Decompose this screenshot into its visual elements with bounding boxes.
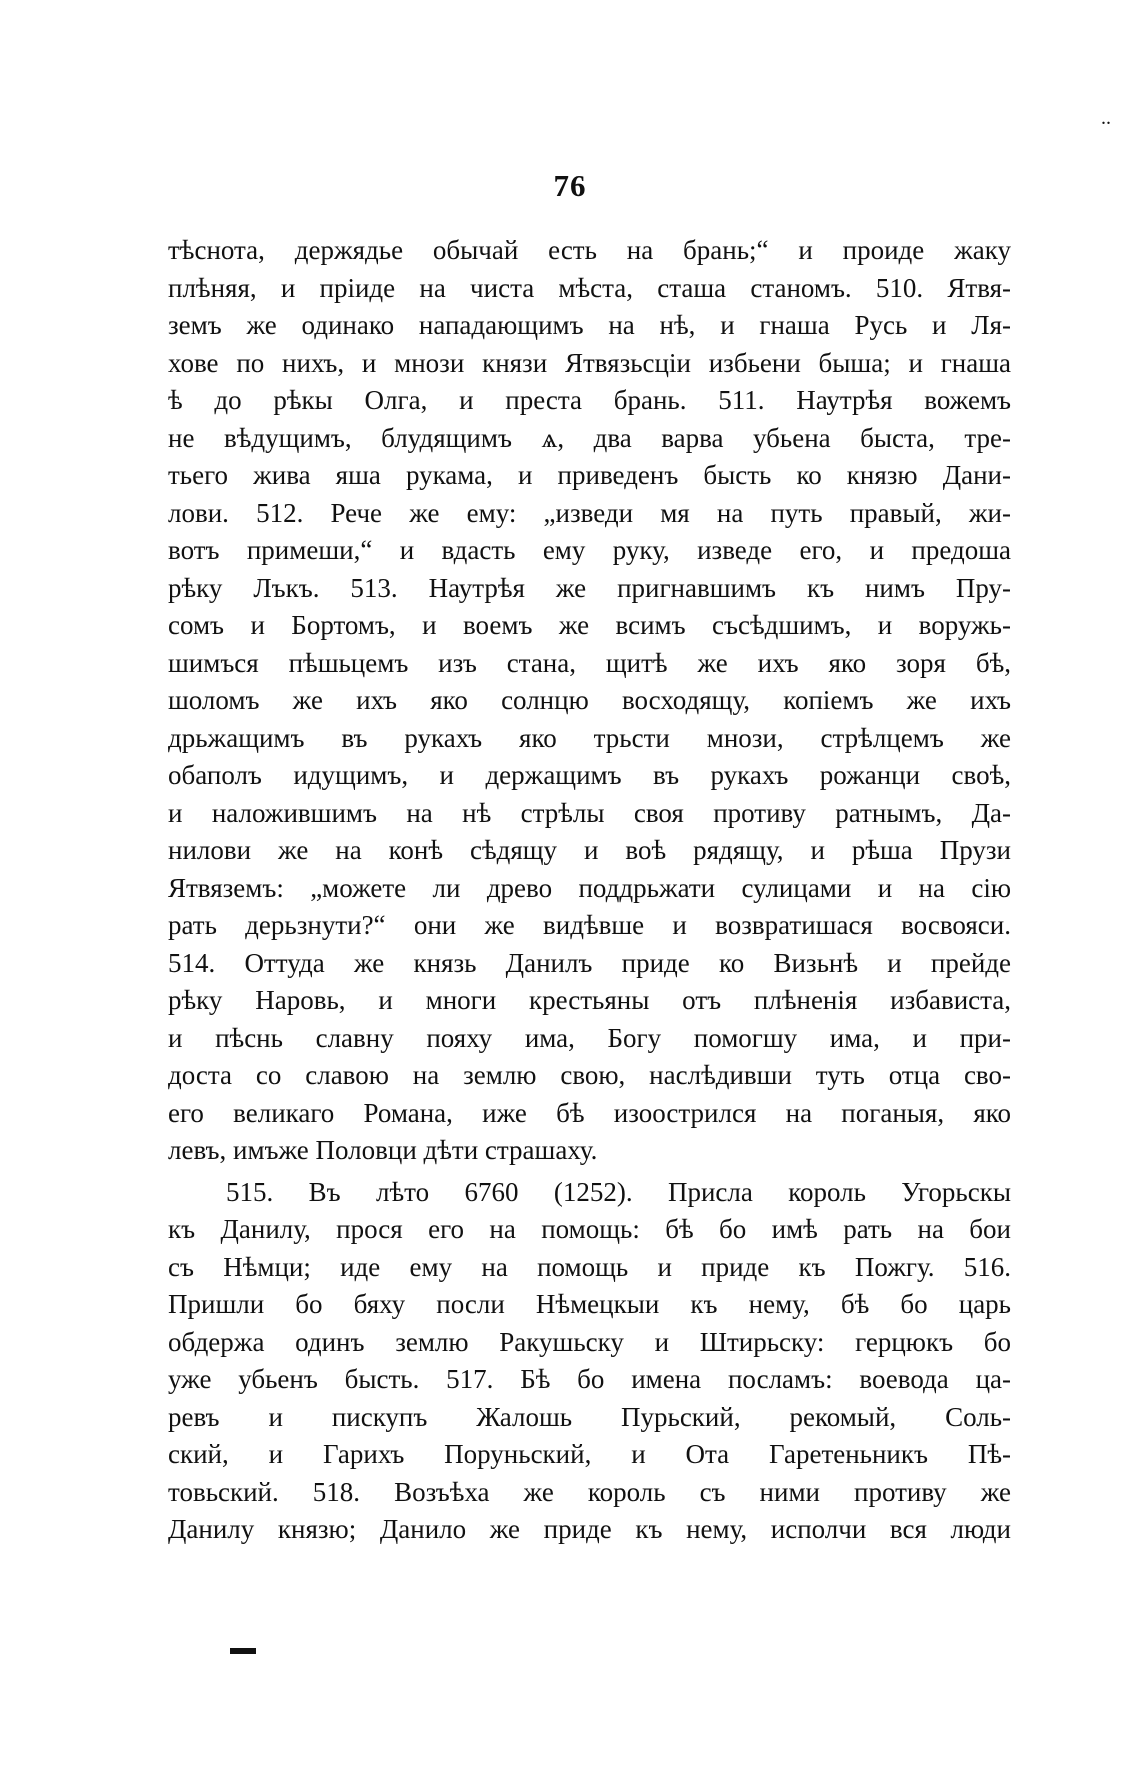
text-line: 514. Оттуда же князь Данилъ приде ко Визьнѣ и прейде	[168, 947, 1011, 978]
text-line: левъ, имъже Половци дѣти страшаху.	[168, 1135, 598, 1165]
text-line: рѣку Лъкъ. 513. Наутрѣя же пригнавшимъ къ нимъ Пру-	[168, 572, 1011, 603]
text-line: плѣняя, и пріиде на чиста мѣста, сташа станомъ. 510. Ятвя-	[168, 272, 1011, 303]
text-line: и пѣснь славну пояху има, Богу помогшу има, и при-	[168, 1022, 1011, 1053]
text-line: ревъ и пискупъ Жалошь Пурьский, рекомый, Соль-	[168, 1401, 1011, 1432]
text-line: товьский. 518. Возъѣха же король съ ними противу же	[168, 1476, 1011, 1507]
text-line: ѣ до рѣкы Олга, и преста брань. 511. Наутрѣя вожемъ	[168, 385, 1011, 415]
text-line: лови. 512. Рече же ему: „изведи мя на путь правый, жи-	[168, 497, 1011, 528]
text-line: съ Нѣмци; иде ему на помощь и приде къ Пожгу. 516.	[168, 1251, 1011, 1282]
text-line: тѣснота, держядье обычай есть на брань;“ и проиде жаку	[168, 235, 1011, 265]
text-line: къ Данилу, прося его на помощь: бѣ бо имѣ рать на бои	[168, 1214, 1011, 1244]
print-mark	[230, 1648, 256, 1654]
text-line: обдержа одинъ землю Ракушьску и Штирьску: герцюкъ бо	[168, 1326, 1011, 1357]
text-line: дрьжащимъ въ рукахъ яко трьсти мнози, стрѣлцемъ же	[168, 722, 1011, 753]
text-line: шоломъ же ихъ яко солнцю восходящу, копіемъ же ихъ	[168, 685, 1011, 715]
text-line: земъ же одинако нападающимъ на нѣ, и гнаша Русь и Ля-	[168, 310, 1011, 340]
text-line: нилови же на конѣ сѣдящу и воѣ рядящу, и рѣша Прузи	[168, 835, 1011, 865]
text-line: уже убьенъ бысть. 517. Бѣ бо имена посламъ: воевода ца-	[168, 1364, 1011, 1394]
corner-mark: ..	[1101, 107, 1111, 129]
text-line: рать дерьзнути?“ они же видѣвше и возвратишася восвояси.	[168, 910, 1011, 940]
text-line: и наложившимъ на нѣ стрѣлы своя противу ратнымъ, Да-	[168, 797, 1011, 828]
text-line: Ятвяземъ: „можете ли древо поддрьжати сулицами и на сію	[168, 872, 1011, 903]
text-line: Пришли бо бяху посли Нѣмецкыи къ нему, бѣ бо царь	[168, 1289, 1011, 1319]
text-line: Данилу князю; Данило же приде къ нему, исполчи вся люди	[168, 1514, 1011, 1544]
text-line: обаполъ идущимъ, и держащимъ въ рукахъ рожанци своѣ,	[168, 760, 1011, 790]
text-line: его великаго Романа, иже бѣ изоострился на поганыя, яко	[168, 1097, 1011, 1128]
text-line: 515. Въ лѣто 6760 (1252). Присла король Угорьскы	[226, 1176, 1011, 1207]
text-line: ский, и Гарихъ Поруньский, и Ота Гаретеньникъ Пѣ-	[168, 1439, 1011, 1469]
text-body	[168, 232, 1011, 1549]
text-line: доста со славою на землю свою, наслѣдивши туть отца сво-	[168, 1060, 1011, 1090]
text-line: рѣку Наровь, и многи крестьяны отъ плѣненія избависта,	[168, 985, 1011, 1015]
text-line: сомъ и Бортомъ, и воемъ же всимъ съсѣдшимъ, и воружь-	[168, 610, 1011, 640]
text-line: тьего жива яша рукама, и приведенъ бысть ко князю Дани-	[168, 460, 1011, 490]
text-line: хове по нихъ, и мнози князи Ятвязьсціи избьени быша; и гнаша	[168, 347, 1011, 378]
page-number: 76	[553, 168, 587, 203]
text-line: шимъся пѣшьцемъ изъ стана, щитѣ же ихъ яко зоря бѣ,	[168, 647, 1011, 678]
paragraph-1	[168, 232, 1011, 1170]
text-line: вотъ примеши,“ и вдасть ему руку, изведе его, и предоша	[168, 535, 1011, 565]
text-line: не вѣдущимъ, блудящимъ ѧ, два варва убьена быста, тре-	[168, 422, 1011, 453]
paragraph-2	[168, 1174, 1011, 1549]
